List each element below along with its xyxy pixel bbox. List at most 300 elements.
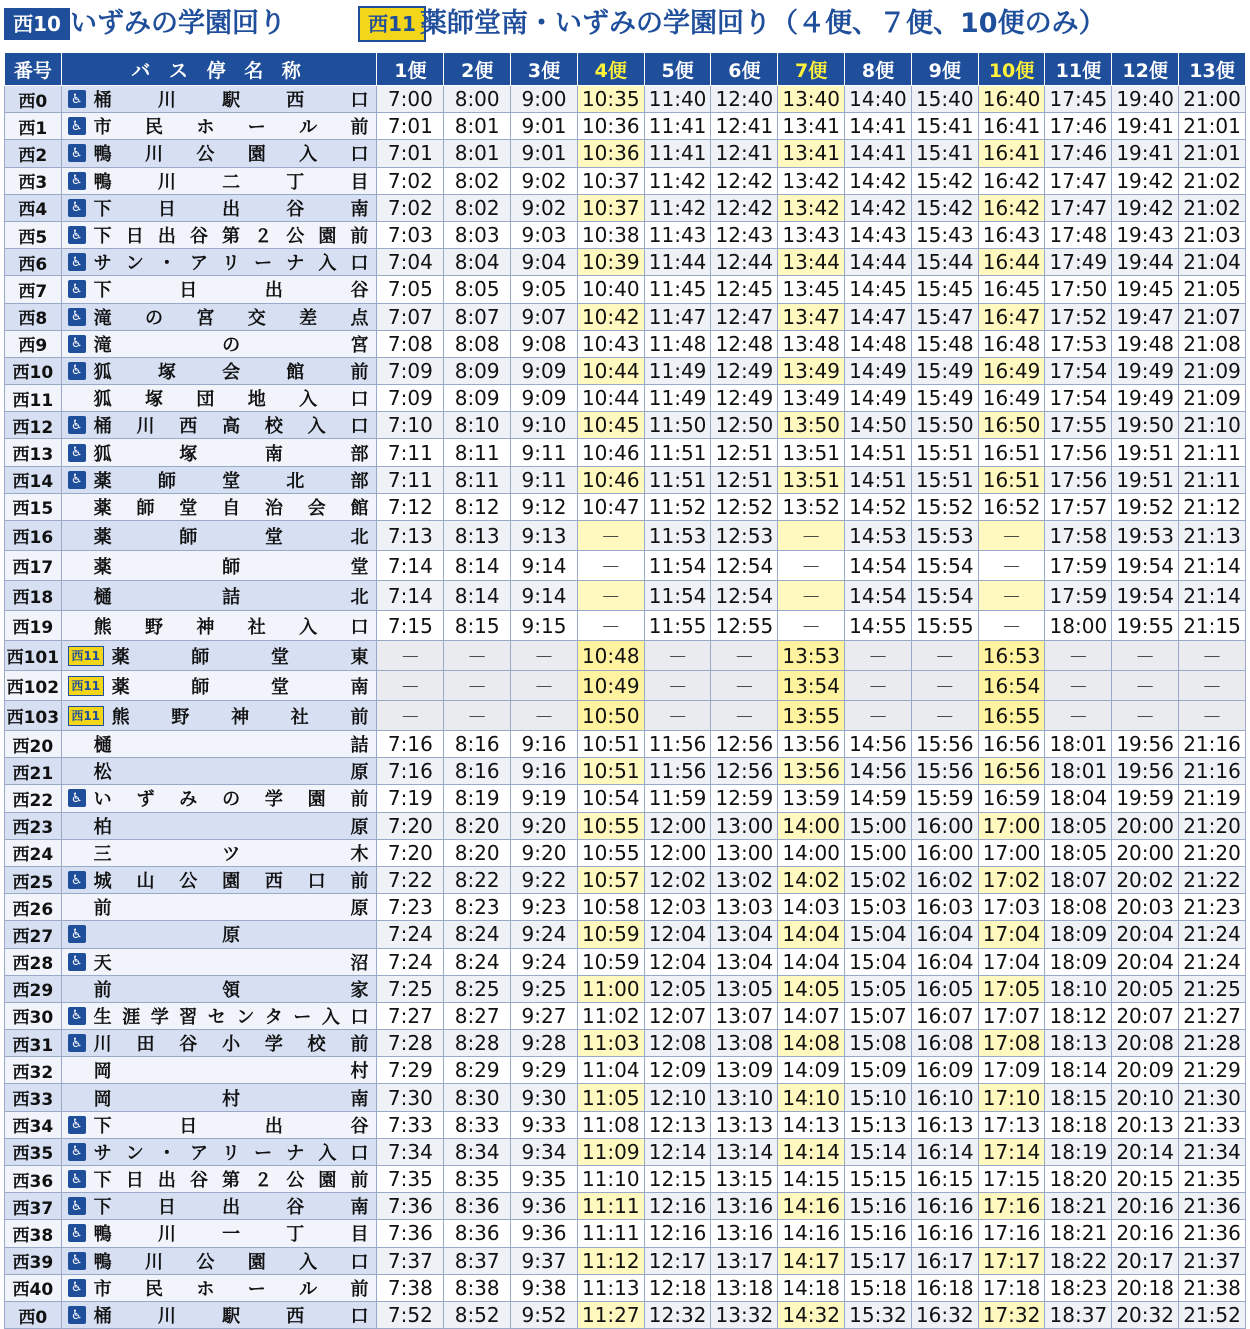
departure-time: 21:13 xyxy=(1179,521,1246,551)
departure-time: － xyxy=(644,701,711,731)
departure-time: 8:11 xyxy=(444,439,511,466)
departure-time: 9:02 xyxy=(511,194,578,221)
departure-time: 14:09 xyxy=(778,1057,845,1084)
departure-time: 12:44 xyxy=(711,249,778,276)
stop-code: 西101 xyxy=(5,641,62,671)
departure-time: 16:54 xyxy=(978,671,1045,701)
stop-name-cell xyxy=(61,194,377,221)
departure-time: － xyxy=(978,581,1045,611)
departure-time: 11:11 xyxy=(577,1220,644,1247)
departure-time: 9:23 xyxy=(511,894,578,921)
table-row xyxy=(5,948,1246,975)
departure-time: 7:14 xyxy=(377,581,444,611)
stop-name-cell xyxy=(61,671,377,701)
column-header-trip: 11便 xyxy=(1045,53,1112,86)
departure-time: 18:09 xyxy=(1045,948,1112,975)
stop-code: 西14 xyxy=(5,466,62,493)
departure-time: 17:03 xyxy=(978,894,1045,921)
stop-code: 西15 xyxy=(5,493,62,520)
wheelchair-icon: ♿ xyxy=(68,1007,86,1025)
wheelchair-icon: ♿ xyxy=(68,144,86,162)
departure-time: 15:32 xyxy=(845,1301,912,1328)
departure-time: 13:59 xyxy=(778,785,845,812)
table-row xyxy=(5,641,1246,671)
header-row xyxy=(5,53,1246,86)
departure-time: 14:43 xyxy=(845,221,912,248)
departure-time: 20:13 xyxy=(1112,1111,1179,1138)
departure-time: 7:00 xyxy=(377,86,444,113)
departure-time: 17:48 xyxy=(1045,221,1112,248)
route-11-mark: 西11 xyxy=(68,646,104,666)
departure-time: 21:01 xyxy=(1179,113,1246,140)
departure-time: 8:08 xyxy=(444,330,511,357)
departure-time: 9:24 xyxy=(511,921,578,948)
departure-time: 7:52 xyxy=(377,1301,444,1328)
stop-name-cell xyxy=(61,1138,377,1165)
departure-time: 21:05 xyxy=(1179,276,1246,303)
departure-time: 9:28 xyxy=(511,1030,578,1057)
departure-time: 19:51 xyxy=(1112,466,1179,493)
stop-name-cell xyxy=(61,412,377,439)
departure-time: 12:50 xyxy=(711,412,778,439)
departure-time: 17:04 xyxy=(978,948,1045,975)
stop-name-cell xyxy=(61,701,377,731)
departure-time: 17:59 xyxy=(1045,581,1112,611)
departure-time: 12:07 xyxy=(644,1002,711,1029)
departure-time: 12:03 xyxy=(644,894,711,921)
departure-time: 15:18 xyxy=(845,1274,912,1301)
departure-time: 13:42 xyxy=(778,194,845,221)
stop-name: 前 領 家 xyxy=(93,979,369,1001)
departure-time: 14:50 xyxy=(845,412,912,439)
departure-time: 15:50 xyxy=(911,412,978,439)
departure-time: 15:16 xyxy=(845,1220,912,1247)
departure-time: 9:29 xyxy=(511,1057,578,1084)
stop-code: 西40 xyxy=(5,1274,62,1301)
departure-time: 17:00 xyxy=(978,812,1045,839)
table-row xyxy=(5,1274,1246,1301)
departure-time: 19:55 xyxy=(1112,611,1179,641)
stop-name-cell xyxy=(61,1111,377,1138)
departure-time: 21:52 xyxy=(1179,1301,1246,1328)
departure-time: 11:43 xyxy=(644,221,711,248)
route-11-badge: 西11 xyxy=(358,6,426,42)
departure-time: － xyxy=(511,701,578,731)
departure-time: 21:11 xyxy=(1179,466,1246,493)
departure-time: 13:05 xyxy=(711,975,778,1002)
departure-time: 8:16 xyxy=(444,731,511,758)
wheelchair-icon: ♿ xyxy=(68,1170,86,1188)
departure-time: 13:51 xyxy=(778,439,845,466)
departure-time: － xyxy=(978,551,1045,581)
table-row xyxy=(5,1030,1246,1057)
departure-time: 13:16 xyxy=(711,1193,778,1220)
departure-time: 11:50 xyxy=(644,412,711,439)
departure-time: 12:43 xyxy=(711,221,778,248)
departure-time: 19:54 xyxy=(1112,581,1179,611)
departure-time: 19:42 xyxy=(1112,194,1179,221)
departure-time: 7:09 xyxy=(377,385,444,412)
wheelchair-icon: ♿ xyxy=(68,199,86,217)
departure-time: 13:56 xyxy=(778,731,845,758)
wheelchair-icon: ♿ xyxy=(68,335,86,353)
departure-time: 11:41 xyxy=(644,140,711,167)
departure-time: 17:58 xyxy=(1045,521,1112,551)
departure-time: 7:30 xyxy=(377,1084,444,1111)
departure-time: 17:55 xyxy=(1045,412,1112,439)
departure-time: 10:50 xyxy=(577,701,644,731)
departure-time: 21:04 xyxy=(1179,249,1246,276)
departure-time: 10:57 xyxy=(577,866,644,893)
departure-time: 11:05 xyxy=(577,1084,644,1111)
wheelchair-icon: ♿ xyxy=(68,1197,86,1215)
table-row xyxy=(5,975,1246,1002)
stop-name-cell xyxy=(61,758,377,785)
departure-time: 10:40 xyxy=(577,276,644,303)
departure-time: 11:09 xyxy=(577,1138,644,1165)
stop-name-cell xyxy=(61,167,377,194)
stop-name-cell xyxy=(61,113,377,140)
departure-time: 16:50 xyxy=(978,412,1045,439)
departure-time: 7:11 xyxy=(377,439,444,466)
departure-time: 11:51 xyxy=(644,439,711,466)
table-row xyxy=(5,1111,1246,1138)
departure-time: 17:45 xyxy=(1045,86,1112,113)
departure-time: 10:58 xyxy=(577,894,644,921)
stop-code: 西28 xyxy=(5,948,62,975)
stop-code: 西19 xyxy=(5,611,62,641)
wheelchair-icon: ♿ xyxy=(68,416,86,434)
departure-time: 19:41 xyxy=(1112,113,1179,140)
departure-time: 14:15 xyxy=(778,1166,845,1193)
departure-time: 17:47 xyxy=(1045,194,1112,221)
departure-time: 9:07 xyxy=(511,303,578,330)
wheelchair-icon: ♿ xyxy=(68,471,86,489)
departure-time: 13:42 xyxy=(778,167,845,194)
departure-time: 18:19 xyxy=(1045,1138,1112,1165)
departure-time: 8:27 xyxy=(444,1002,511,1029)
departure-time: 19:59 xyxy=(1112,785,1179,812)
departure-time: 15:48 xyxy=(911,330,978,357)
departure-time: 14:42 xyxy=(845,167,912,194)
wheelchair-icon: ♿ xyxy=(68,1224,86,1242)
departure-time: 8:24 xyxy=(444,948,511,975)
departure-time: 7:13 xyxy=(377,521,444,551)
stop-name: 下 日 出 谷 xyxy=(93,280,369,302)
departure-time: 11:56 xyxy=(644,758,711,785)
departure-time: 17:17 xyxy=(978,1247,1045,1274)
stop-code: 西39 xyxy=(5,1247,62,1274)
departure-time: － xyxy=(1179,671,1246,701)
departure-time: 12:54 xyxy=(711,581,778,611)
column-header-trip: 9便 xyxy=(911,53,978,86)
wheelchair-icon: ♿ xyxy=(68,1279,86,1297)
departure-time: 15:00 xyxy=(845,839,912,866)
departure-time: － xyxy=(978,521,1045,551)
departure-time: 21:23 xyxy=(1179,894,1246,921)
departure-time: 11:40 xyxy=(644,86,711,113)
stop-name: 岡 村 南 xyxy=(93,1088,369,1110)
departure-time: 12:17 xyxy=(644,1247,711,1274)
departure-time: 16:04 xyxy=(911,948,978,975)
departure-time: － xyxy=(577,611,644,641)
departure-time: 13:41 xyxy=(778,113,845,140)
departure-time: 12:42 xyxy=(711,167,778,194)
departure-time: 12:59 xyxy=(711,785,778,812)
departure-time: 9:01 xyxy=(511,140,578,167)
departure-time: 10:42 xyxy=(577,303,644,330)
departure-time: 14:16 xyxy=(778,1220,845,1247)
departure-time: 19:41 xyxy=(1112,140,1179,167)
departure-time: 20:02 xyxy=(1112,866,1179,893)
departure-time: 7:24 xyxy=(377,948,444,975)
stop-name-cell xyxy=(61,1301,377,1328)
departure-time: 12:10 xyxy=(644,1084,711,1111)
departure-time: 8:00 xyxy=(444,86,511,113)
table-row xyxy=(5,86,1246,113)
stop-code: 西7 xyxy=(5,276,62,303)
departure-time: 20:16 xyxy=(1112,1193,1179,1220)
stop-code: 西17 xyxy=(5,551,62,581)
stop-code: 西30 xyxy=(5,1002,62,1029)
departure-time: 12:00 xyxy=(644,839,711,866)
departure-time: 8:05 xyxy=(444,276,511,303)
departure-time: 12:48 xyxy=(711,330,778,357)
departure-time: 9:04 xyxy=(511,249,578,276)
departure-time: 20:32 xyxy=(1112,1301,1179,1328)
departure-time: 7:05 xyxy=(377,276,444,303)
departure-time: 19:40 xyxy=(1112,86,1179,113)
departure-time: 11:04 xyxy=(577,1057,644,1084)
wheelchair-icon: ♿ xyxy=(68,253,86,271)
departure-time: 16:09 xyxy=(911,1057,978,1084)
departure-time: 8:36 xyxy=(444,1220,511,1247)
departure-time: 10:51 xyxy=(577,731,644,758)
departure-time: 11:55 xyxy=(644,611,711,641)
departure-time: 14:55 xyxy=(845,611,912,641)
departure-time: 19:47 xyxy=(1112,303,1179,330)
stop-name-cell xyxy=(61,330,377,357)
departure-time: 14:04 xyxy=(778,948,845,975)
departure-time: 15:51 xyxy=(911,439,978,466)
stop-name: 鴨 川 二 丁 目 xyxy=(93,171,369,193)
departure-time: 9:22 xyxy=(511,866,578,893)
departure-time: － xyxy=(444,701,511,731)
column-header-trip: 13便 xyxy=(1179,53,1246,86)
departure-time: 12:41 xyxy=(711,113,778,140)
departure-time: 21:09 xyxy=(1179,357,1246,384)
departure-time: 9:16 xyxy=(511,758,578,785)
stop-name-cell xyxy=(61,303,377,330)
stop-name-cell xyxy=(61,948,377,975)
column-header-trip: 4便 xyxy=(577,53,644,86)
departure-time: 14:17 xyxy=(778,1247,845,1274)
table-row xyxy=(5,611,1246,641)
departure-time: 18:07 xyxy=(1045,866,1112,893)
departure-time: 14:16 xyxy=(778,1193,845,1220)
departure-time: 17:07 xyxy=(978,1002,1045,1029)
departure-time: 16:05 xyxy=(911,975,978,1002)
departure-time: 12:08 xyxy=(644,1030,711,1057)
departure-time: 7:33 xyxy=(377,1111,444,1138)
stop-name: 薬 師 堂 南 xyxy=(111,676,369,698)
departure-time: 10:59 xyxy=(577,948,644,975)
departure-time: 9:16 xyxy=(511,731,578,758)
departure-time: 14:05 xyxy=(778,975,845,1002)
stop-name: 下 日 出 谷 第 ２ 公 園 前 xyxy=(93,226,369,248)
departure-time: 15:00 xyxy=(845,812,912,839)
stop-code: 西22 xyxy=(5,785,62,812)
departure-time: 14:10 xyxy=(778,1084,845,1111)
departure-time: 14:53 xyxy=(845,521,912,551)
table-row xyxy=(5,551,1246,581)
departure-time: 20:09 xyxy=(1112,1057,1179,1084)
departure-time: 9:09 xyxy=(511,385,578,412)
page-header xyxy=(0,0,1250,52)
departure-time: 16:56 xyxy=(978,758,1045,785)
departure-time: 8:11 xyxy=(444,466,511,493)
stop-name-cell xyxy=(61,812,377,839)
departure-time: 15:49 xyxy=(911,357,978,384)
departure-time: 12:53 xyxy=(711,521,778,551)
departure-time: 13:02 xyxy=(711,866,778,893)
departure-time: 11:44 xyxy=(644,249,711,276)
departure-time: 19:52 xyxy=(1112,493,1179,520)
stop-name-cell xyxy=(61,975,377,1002)
departure-time: 14:51 xyxy=(845,466,912,493)
stop-name-cell xyxy=(61,839,377,866)
departure-time: 8:37 xyxy=(444,1247,511,1274)
departure-time: － xyxy=(511,641,578,671)
departure-time: 20:18 xyxy=(1112,1274,1179,1301)
departure-time: 21:14 xyxy=(1179,581,1246,611)
departure-time: 19:54 xyxy=(1112,551,1179,581)
departure-time: 12:45 xyxy=(711,276,778,303)
departure-time: 12:13 xyxy=(644,1111,711,1138)
departure-time: 11:52 xyxy=(644,493,711,520)
departure-time: 16:17 xyxy=(911,1247,978,1274)
departure-time: － xyxy=(911,701,978,731)
departure-time: 17:16 xyxy=(978,1193,1045,1220)
table-row xyxy=(5,866,1246,893)
stop-code: 西21 xyxy=(5,758,62,785)
stop-code: 西16 xyxy=(5,521,62,551)
departure-time: 7:19 xyxy=(377,785,444,812)
stop-name: 熊 野 神 社 前 xyxy=(111,706,369,728)
stop-name: 天 沼 xyxy=(93,952,369,974)
departure-time: 21:22 xyxy=(1179,866,1246,893)
departure-time: 18:12 xyxy=(1045,1002,1112,1029)
departure-time: 18:01 xyxy=(1045,731,1112,758)
departure-time: 19:56 xyxy=(1112,758,1179,785)
departure-time: 17:16 xyxy=(978,1220,1045,1247)
departure-time: 16:49 xyxy=(978,385,1045,412)
departure-time: 17:57 xyxy=(1045,493,1112,520)
departure-time: 21:20 xyxy=(1179,839,1246,866)
departure-time: 7:36 xyxy=(377,1193,444,1220)
departure-time: 8:34 xyxy=(444,1138,511,1165)
departure-time: 15:54 xyxy=(911,551,978,581)
stop-code: 西5 xyxy=(5,221,62,248)
timetable xyxy=(4,52,1246,1329)
stop-name: 市 民 ホ ー ル 前 xyxy=(93,1278,369,1300)
departure-time: 7:12 xyxy=(377,493,444,520)
departure-time: 17:52 xyxy=(1045,303,1112,330)
stop-code: 西11 xyxy=(5,385,62,412)
departure-time: － xyxy=(911,641,978,671)
departure-time: 12:14 xyxy=(644,1138,711,1165)
departure-time: 12:49 xyxy=(711,385,778,412)
departure-time: 15:54 xyxy=(911,581,978,611)
departure-time: － xyxy=(644,641,711,671)
departure-time: 11:51 xyxy=(644,466,711,493)
departure-time: 10:37 xyxy=(577,167,644,194)
departure-time: 7:36 xyxy=(377,1220,444,1247)
departure-time: 7:01 xyxy=(377,140,444,167)
departure-time: － xyxy=(711,641,778,671)
departure-time: 16:56 xyxy=(978,731,1045,758)
route-11-title: 薬師堂南・いずみの学園回り（４便、７便、10便のみ） xyxy=(420,8,1106,39)
departure-time: － xyxy=(577,521,644,551)
departure-time: 11:56 xyxy=(644,731,711,758)
departure-time: 9:36 xyxy=(511,1220,578,1247)
departure-time: 11:02 xyxy=(577,1002,644,1029)
stop-name-cell xyxy=(61,641,377,671)
departure-time: － xyxy=(778,521,845,551)
departure-time: － xyxy=(444,671,511,701)
column-header-trip: 2便 xyxy=(444,53,511,86)
departure-time: 21:30 xyxy=(1179,1084,1246,1111)
stop-name-cell xyxy=(61,894,377,921)
stop-code: 西20 xyxy=(5,731,62,758)
departure-time: 11:11 xyxy=(577,1193,644,1220)
departure-time: 8:04 xyxy=(444,249,511,276)
departure-time: 21:03 xyxy=(1179,221,1246,248)
stop-name: 下 日 出 谷 xyxy=(93,1115,369,1137)
departure-time: 8:15 xyxy=(444,611,511,641)
departure-time: 8:19 xyxy=(444,785,511,812)
departure-time: 16:13 xyxy=(911,1111,978,1138)
departure-time: 16:51 xyxy=(978,466,1045,493)
departure-time: 13:43 xyxy=(778,221,845,248)
column-header-trip: 5便 xyxy=(644,53,711,86)
departure-time: 17:53 xyxy=(1045,330,1112,357)
table-row xyxy=(5,785,1246,812)
stop-name-cell xyxy=(61,731,377,758)
wheelchair-icon: ♿ xyxy=(68,362,86,380)
departure-time: 9:01 xyxy=(511,113,578,140)
route-10-title: いずみの学園回り xyxy=(70,8,286,39)
departure-time: － xyxy=(1179,641,1246,671)
departure-time: 14:51 xyxy=(845,439,912,466)
wheelchair-icon: ♿ xyxy=(68,90,86,108)
departure-time: 13:50 xyxy=(778,412,845,439)
departure-time: 10:44 xyxy=(577,357,644,384)
departure-time: 15:59 xyxy=(911,785,978,812)
departure-time: 16:55 xyxy=(978,701,1045,731)
departure-time: 20:03 xyxy=(1112,894,1179,921)
departure-time: 20:08 xyxy=(1112,1030,1179,1057)
departure-time: 14:45 xyxy=(845,276,912,303)
departure-time: 11:10 xyxy=(577,1166,644,1193)
departure-time: 12:04 xyxy=(644,921,711,948)
departure-time: － xyxy=(1045,641,1112,671)
departure-time: 15:42 xyxy=(911,167,978,194)
departure-time: 15:02 xyxy=(845,866,912,893)
stop-name: 桶 川 西 高 校 入 口 xyxy=(93,416,369,438)
departure-time: 15:03 xyxy=(845,894,912,921)
departure-time: 13:48 xyxy=(778,330,845,357)
